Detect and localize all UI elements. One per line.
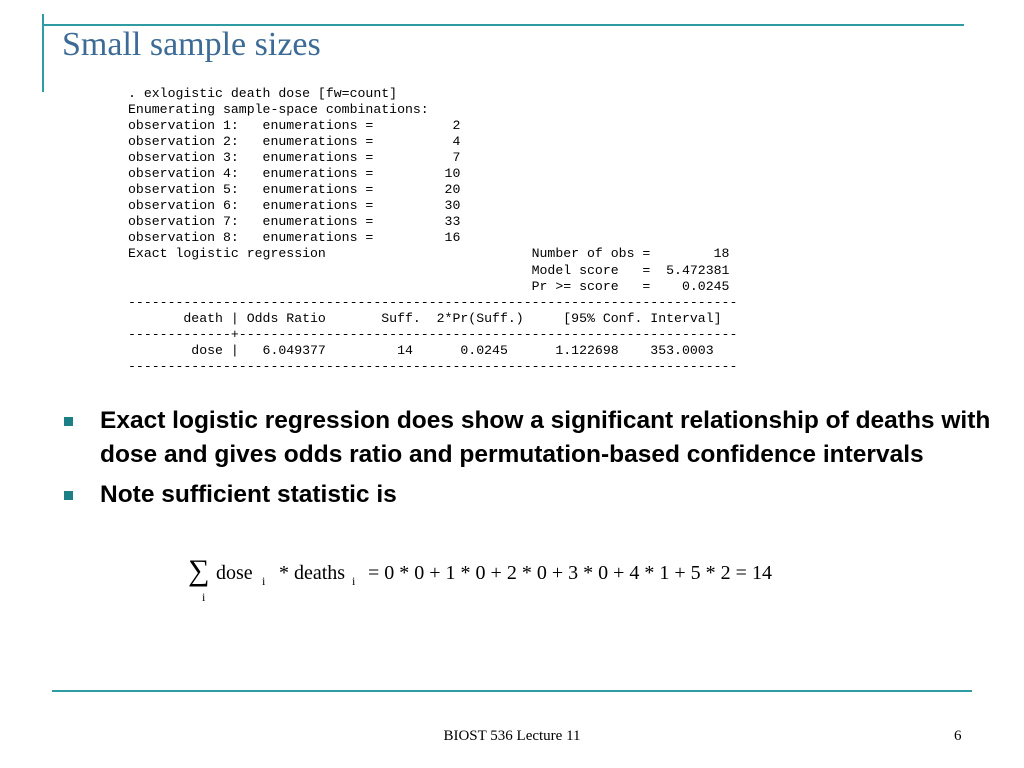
formula-term-dose: dose [216, 562, 253, 584]
summation-icon: ∑ [188, 554, 210, 587]
bullet-text: Exact logistic regression does show a significant relationship of deaths with dose and gives odds ratio and permutation-based confidence intervals [100, 407, 991, 468]
bullet-text: Note sufficient statistic is [100, 481, 397, 508]
bottom-rule [52, 690, 972, 692]
page-number: 6 [954, 728, 962, 744]
formula-subscript-deaths: i [352, 574, 356, 588]
bullet-list [62, 404, 992, 518]
bullet-item [62, 404, 992, 472]
footer-text: BIOST 536 Lecture 11 [443, 728, 581, 744]
left-rule [42, 14, 44, 92]
formula-term-deaths: * deaths [274, 562, 346, 584]
stata-output: . exlogistic death dose [fw=count] Enumerating sample-space combinations: observation 1: enumerations = 2 observation 2: enumerations = 4 observation 3: enumerations = 7 observation 4: enumerations = 10 observation 5: enumerations = 20 observation 6: enumerations = 30 observation 7: enumerations = 33 observation 8: enumerations = 16 Exact logistic regression Number of obs = 18 Model score = 5.472381 Pr >= score = 0.0245 ----------------------------------------------------------------------------- death | Odds Ratio Suff. 2*Pr(Suff.) [95% Conf. Interval] -------------+--------------------------------------------------------------- dose | 6.049377 14 0.0245 1.122698 353.0003 ----------------------------------------------------------------------------- [128, 86, 738, 374]
square-bullet-icon [64, 417, 73, 426]
sufficient-statistic-formula [188, 554, 772, 606]
square-bullet-icon [64, 491, 73, 500]
summation-index: i [202, 590, 206, 604]
slide-title: Small sample sizes [62, 26, 321, 63]
formula-subscript-dose: i [262, 574, 266, 588]
bullet-item [62, 478, 992, 512]
formula-rhs: = 0 * 0 + 1 * 0 + 2 * 0 + 3 * 0 + 4 * 1 + 5 * 2 = 14 [368, 562, 772, 584]
